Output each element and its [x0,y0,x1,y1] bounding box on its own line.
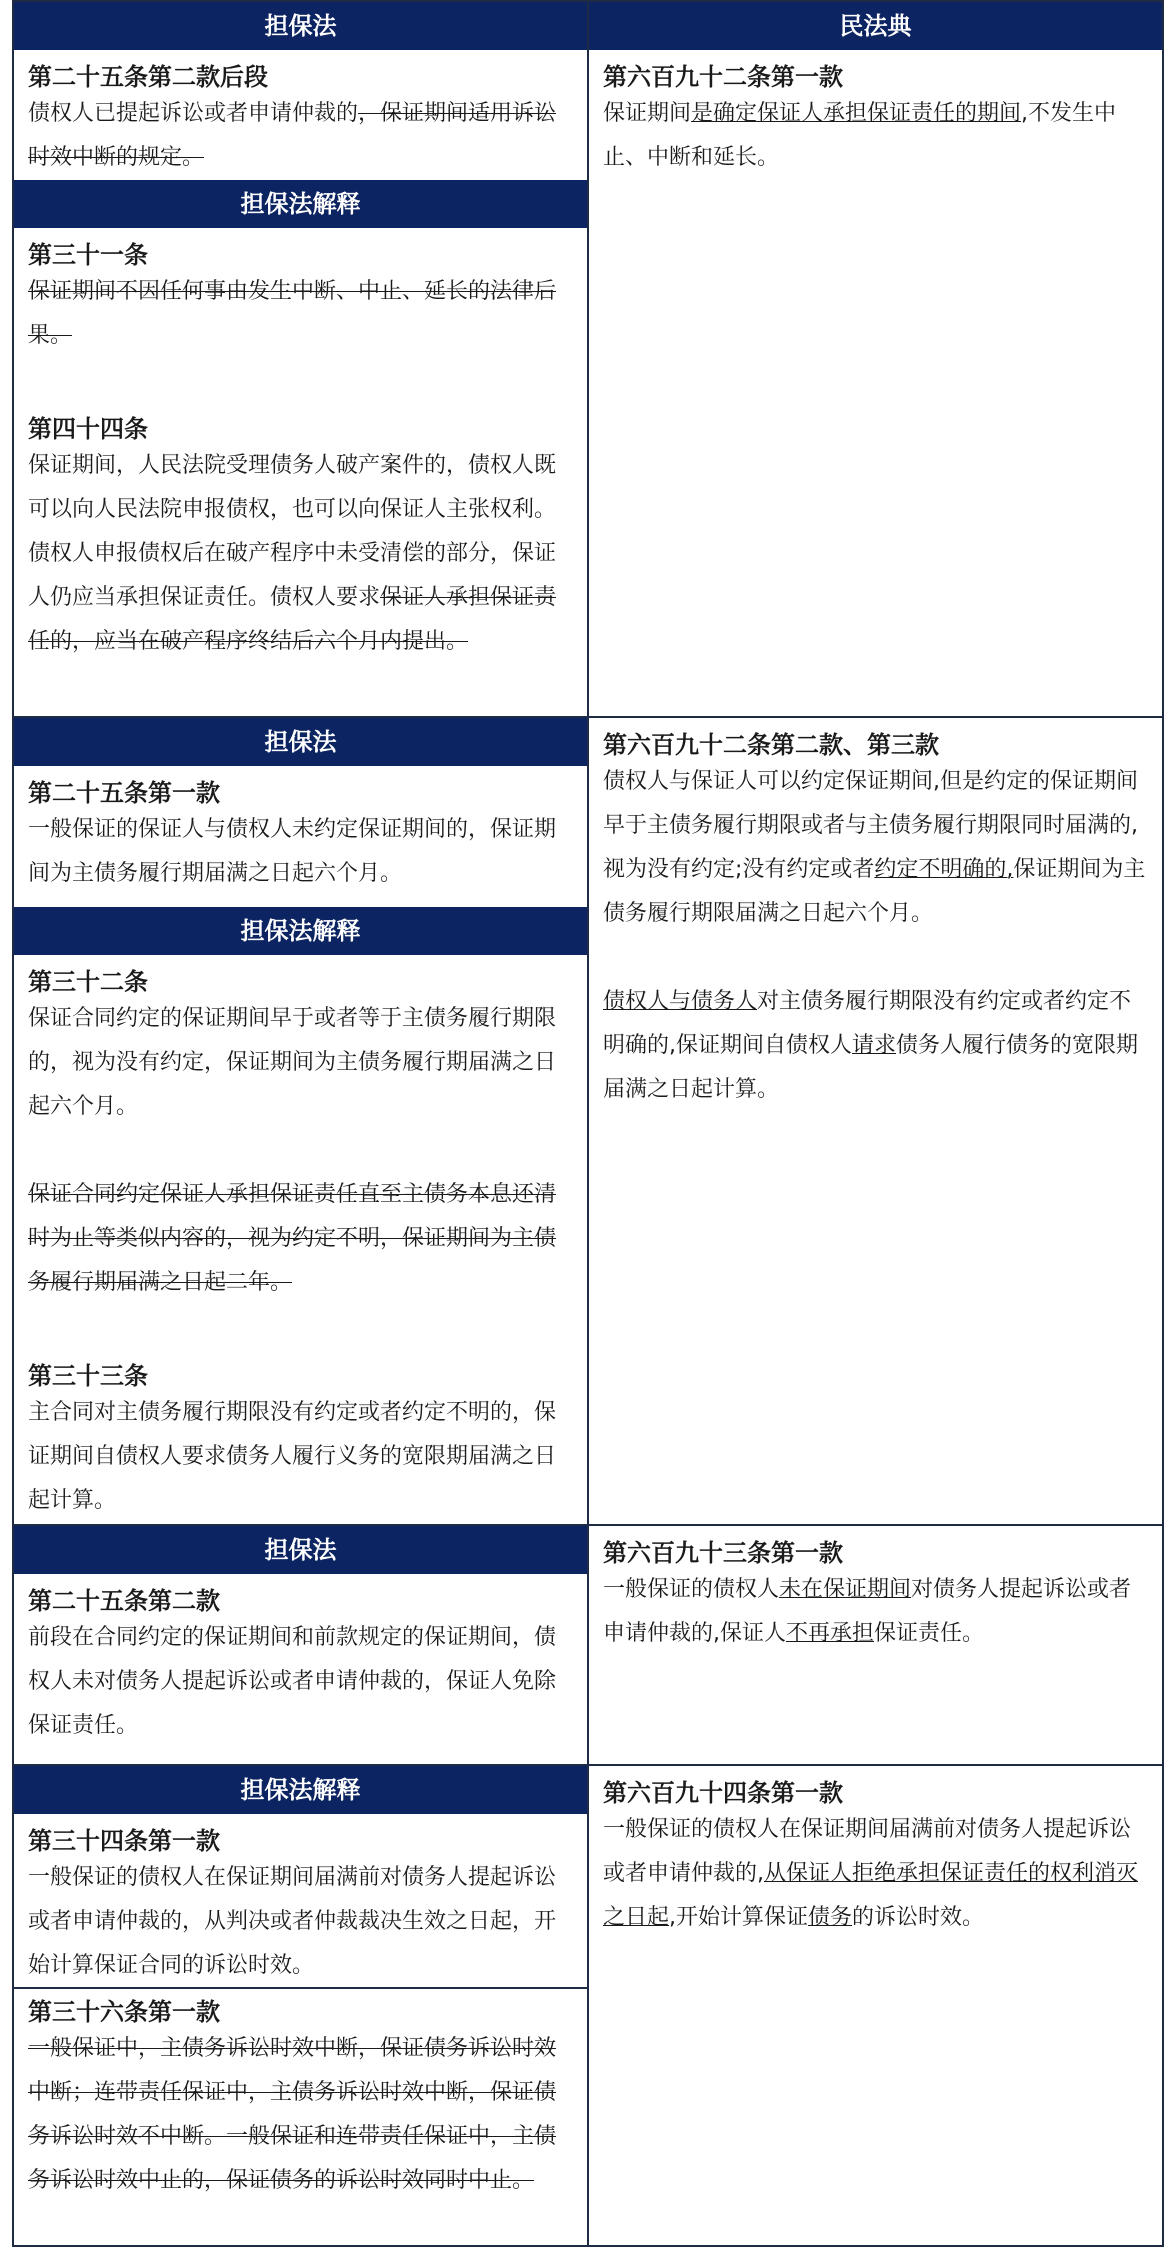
right-column [589,2,1162,2245]
r4-right-underlined-b: 从保证人拒绝承担保证责任的权利消灭之日起 [603,1861,1139,1930]
r4-art36-cell [14,1989,587,2203]
r4-right-cell [589,1766,1162,1940]
r1-right-cell [589,50,1162,180]
r3-right-underlined-b: 未在保证期间 [779,1577,912,1602]
r4-right-underlined-d: 债务 [808,1905,853,1930]
r3-right-underlined-d: 不再承担 [786,1621,875,1646]
r3-right-title: 第六百九十三条第一款 [603,1539,843,1567]
r4-right-a: 一般保证的债权人在保证期间届满前对债务人提起诉讼或者申请仲裁的, [603,1817,1132,1886]
header-danbaofa-2: 担保法 [14,718,587,766]
r4-right-e: 的诉讼时效。 [852,1905,985,1930]
art44-text [28,444,573,664]
header-interpretation-2: 担保法解释 [14,907,587,955]
art33-title: 第三十三条 [28,1362,148,1390]
r2-right-cell [589,718,1162,1112]
art34-text: 一般保证的债权人在保证期间届满前对债务人提起诉讼或者申请仲裁的，从判决或者仲裁裁决生效之日起，开始计算保证合同的诉讼时效。 [28,1865,557,1978]
r4-right-c: ,开始计算保证 [669,1905,809,1930]
art32-text2 [28,1173,573,1305]
r1-left-title: 第二十五条第二款后段 [28,63,268,91]
header-danbaofa-3: 担保法 [14,1526,587,1574]
header-danbaofa: 担保法 [14,2,587,50]
r1-right-text-a: 保证期间 [603,101,692,126]
art32-text1: 保证合同约定的保证期间早于或者等于主债务履行期限的，视为没有约定，保证期间为主债务履行期届满之日起六个月。 [28,1006,557,1119]
r2-right-p1 [603,760,1148,936]
art34-title: 第三十四条第一款 [28,1827,220,1855]
r2-right-p2-underlined-c: 请求 [852,1033,897,1058]
r2-right-p2-underlined-a: 债权人与债务人 [603,989,758,1014]
art32-title: 第三十二条 [28,968,148,996]
r1-left-text-a: 债权人已提起诉讼或者申请仲裁的 [28,101,359,126]
r2-right-p1-c: 保证期间为主债务履行期限届满之日起六个月。 [603,857,1146,926]
r1-right-text [603,92,1148,180]
art44-text-a: 保证期间，人民法院受理债务人破产案件的，债权人既可以向人民法院申报债权，也可以向保证人主张权利。债权人申报债权后在破产程序中未受清偿的部分，保证人仍应当承担保证责任。债权人要求 [28,453,557,610]
r2-left-text: 一般保证的保证人与债权人未约定保证期间的，保证期间为主债务履行期届满之日起六个月。 [28,817,557,886]
art32-text2-struck: 保证合同约定保证人承担保证责任直至主债务本息还清时为止等类似内容的，视为约定不明，保证期间为主债务履行期届满之日起二年。 [28,1182,557,1295]
r3-right-cell [589,1526,1162,1656]
r1-left-cell [14,50,587,180]
art36-text-struck: 一般保证中，主债务诉讼时效中断，保证债务诉讼时效中断；连带责任保证中，主债务诉讼时效中断，保证债务诉讼时效不中断。一般保证和连带责任保证中，主债务诉讼时效中止的，保证债务的诉讼时效同时中止。 [28,2036,557,2193]
art31-title: 第三十一条 [28,241,148,269]
r2-right-title: 第六百九十二条第二款、第三款 [603,731,939,759]
r3-left-title: 第二十五条第二款 [28,1587,220,1615]
r1-right-text-c: ,不发生中止、中断和延长。 [603,101,1117,170]
r2-right-p2-b: 对主债务履行期限没有约定或者约定不明确的,保证期间自债权人 [603,989,1132,1058]
art44-title: 第四十四条 [28,415,148,443]
art31-text [28,270,573,358]
header-minfadian: 民法典 [589,2,1162,50]
r4-right-title: 第六百九十四条第一款 [603,1779,843,1807]
r4-art34-cell [14,1814,587,1988]
r1-interp-cell [14,228,587,664]
r2-left-cell [14,766,587,896]
r2-right-p1-a: 债权人与保证人可以约定保证期间,但是约定的保证期间早于主债务履行期限或者与主债务履行期限同时届满的,视为没有约定;没有约定或者 [603,769,1138,882]
art36-text [28,2027,573,2203]
r2-right-p1-underlined: 约定不明确的, [874,857,1014,882]
r1-left-text [28,92,573,180]
r1-right-title: 第六百九十二条第一款 [603,63,843,91]
r3-right-a: 一般保证的债权人 [603,1577,780,1602]
header-interpretation-1: 担保法解释 [14,180,587,228]
art31-text-struck: 保证期间不因任何事由发生中断、中止、延长的法律后果。 [28,279,557,348]
r2-right-p2-d: 债务人履行债务的宽限期届满之日起计算。 [603,1033,1139,1102]
r2-left-title: 第二十五条第一款 [28,779,220,807]
r2-right-p2 [603,980,1148,1112]
r3-left-text: 前段在合同约定的保证期间和前款规定的保证期间，债权人未对债务人提起诉讼或者申请仲裁的，保证人免除保证责任。 [28,1625,557,1738]
comparison-table [12,0,1164,2247]
art33-text: 主合同对主债务履行期限没有约定或者约定不明的，保证期间自债权人要求债务人履行义务的宽限期届满之日起计算。 [28,1400,557,1513]
r4-right-text [603,1808,1148,1940]
header-interpretation-3: 担保法解释 [14,1766,587,1814]
r3-right-text [603,1568,1148,1656]
r3-right-e: 保证责任。 [874,1621,985,1646]
r1-left-text-struck: ，保证期间适用诉讼时效中断的规定。 [28,101,557,170]
r2-interp-cell [14,955,587,1523]
r3-right-c: 对债务人提起诉讼或者申请仲裁的,保证人 [603,1577,1132,1646]
r3-left-cell [14,1574,587,1748]
r1-right-text-underlined: 是确定保证人承担保证责任的期间 [691,101,1022,126]
left-column [14,2,589,2245]
art44-text-struck: 保证人承担保证责任的，应当在破产程序终结后六个月内提出。 [28,585,557,654]
art36-title: 第三十六条第一款 [28,1998,220,2026]
